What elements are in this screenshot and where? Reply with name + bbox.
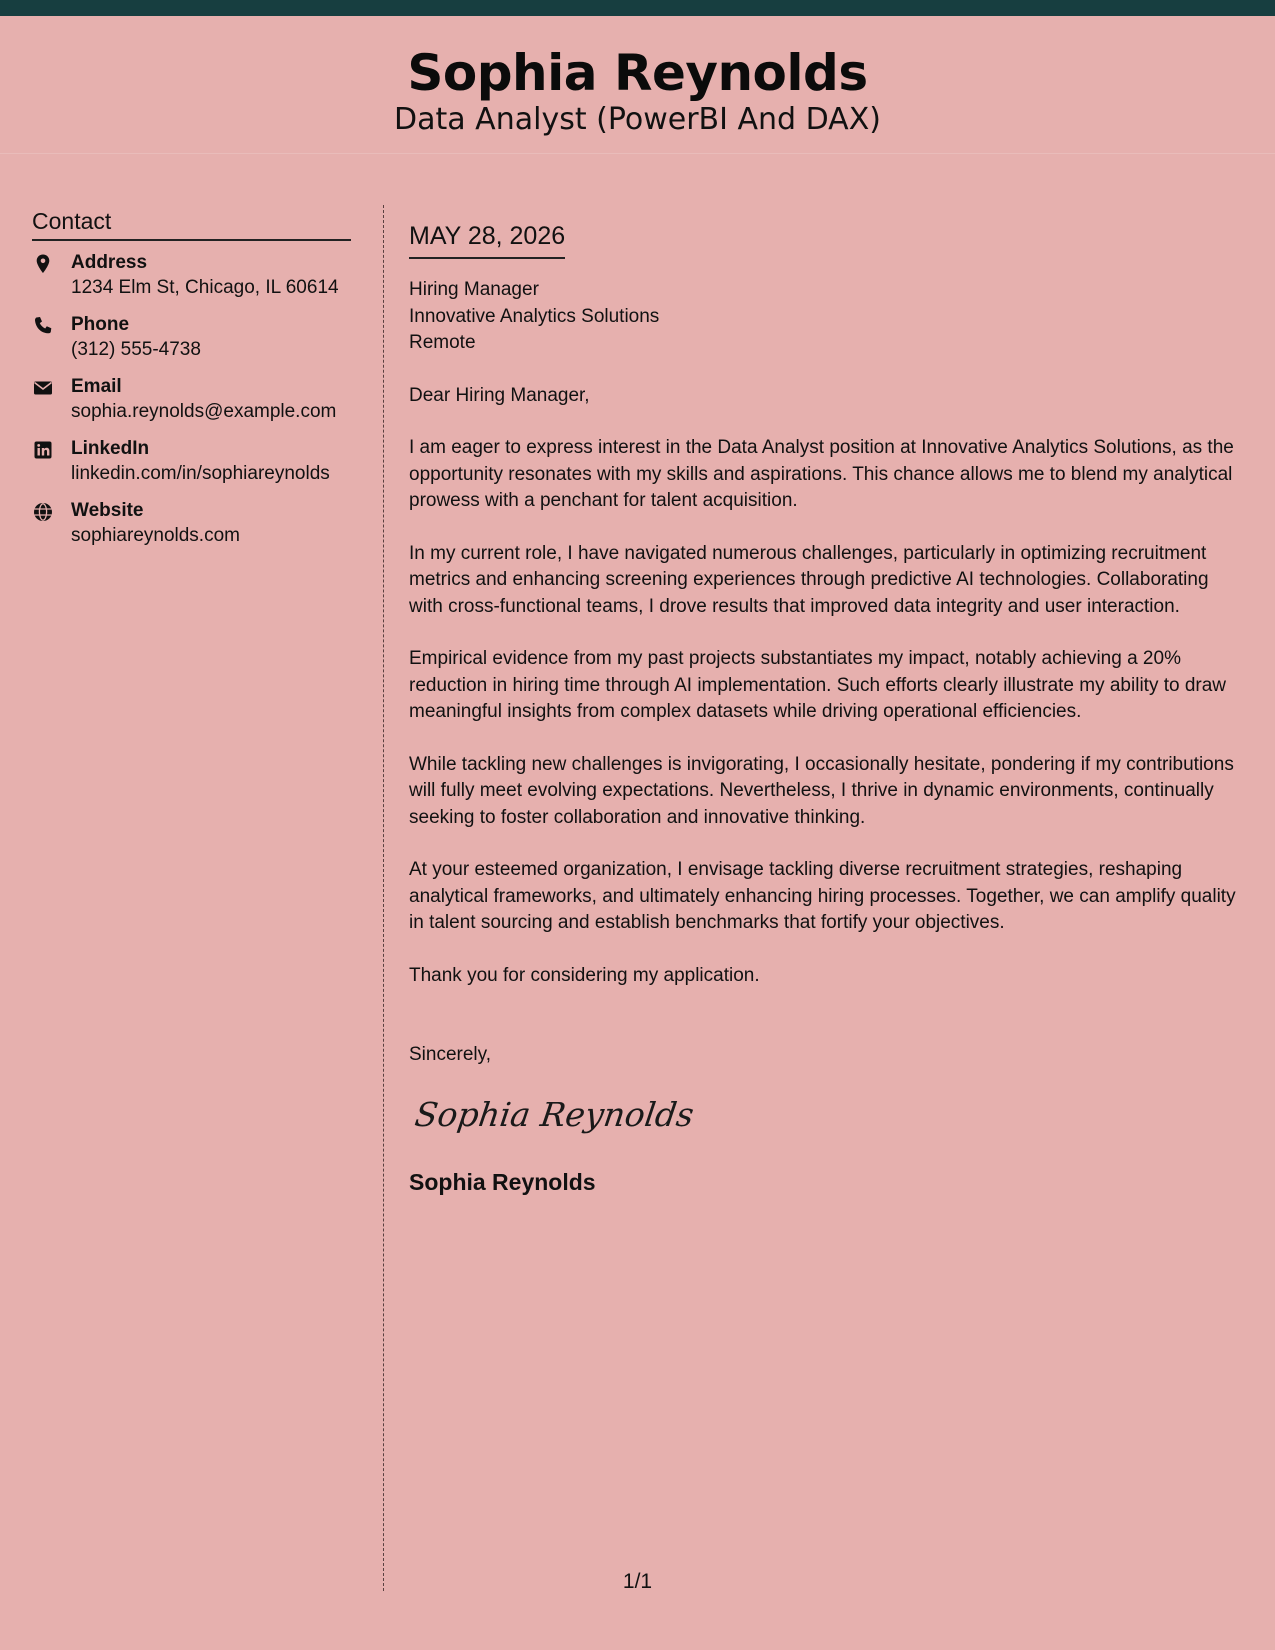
top-accent-bar (0, 0, 1275, 16)
contact-sidebar (32, 205, 351, 561)
contact-linkedin[interactable] (32, 437, 351, 486)
contact-website[interactable] (32, 499, 351, 548)
signature-text: Sophia Reynolds (412, 1095, 697, 1134)
globe-icon (32, 501, 54, 523)
recipient-line: Innovative Analytics Solutions (409, 305, 660, 327)
body-paragraph: Empirical evidence from my past projects substantiates my impact, notably achieving a 20% reduction in hiring time through AI implementation. Such efforts clearly illustrate my ability to draw meaningful insights from complex datasets while driving operational efficiencies. (409, 648, 1227, 722)
handwritten-signature (412, 1088, 1247, 1145)
contact-heading: Contact (32, 205, 351, 241)
letter-date: MAY 28, 2026 (409, 219, 565, 259)
recipient-line: Remote (409, 332, 476, 353)
map-pin-icon (32, 253, 54, 275)
job-title: Data Analyst (PowerBI And DAX) (394, 102, 881, 137)
contact-label: Address (71, 252, 148, 273)
signed-name: Sophia Reynolds (409, 1169, 596, 1195)
linkedin-link[interactable]: linkedin.com/in/sophiareynolds (71, 463, 330, 484)
contact-phone (32, 313, 351, 362)
closing: Sincerely, (409, 1044, 492, 1065)
body-paragraph: At your esteemed organization, I envisage tackling diverse recruitment strategies, reshaping analytical frameworks, and ultimately enhancing hiring processes. Together, we can amplify quality in talent sourcing and establish benchmarks that fortify your objectives. (409, 859, 1236, 933)
body-paragraph: Thank you for considering my application. (409, 964, 760, 986)
body-paragraph: I am eager to express interest in the Data Analyst position at Innovative Analytics Solutions, as the opportunity resonates with my skills and aspirations. This chance allows me to blend my analytical prowess with a penchant for talent acquisition. (409, 437, 1234, 511)
applicant-name: Sophia Reynolds (407, 44, 868, 102)
address-value: 1234 Elm St, Chicago, IL 60614 (71, 277, 339, 298)
website-link[interactable]: sophiareynolds.com (71, 525, 240, 546)
letter-body (409, 219, 1247, 1197)
contact-email[interactable] (32, 375, 351, 424)
contact-label: LinkedIn (71, 438, 150, 459)
email-link[interactable]: sophia.reynolds@example.com (71, 401, 337, 422)
body-paragraph: In my current role, I have navigated numerous challenges, particularly in optimizing recruitment metrics and enhancing screening experiences through predictive AI technologies. Collaborating with cross-functional teams, I drove results that improved data integrity and user interaction. (409, 542, 1209, 617)
contact-address (32, 251, 351, 300)
linkedin-icon (32, 439, 54, 461)
page-number: 1/1 (622, 1570, 653, 1593)
recipient-block (409, 277, 1247, 357)
phone-value: (312) 555-4738 (71, 339, 201, 360)
contact-label: Email (71, 376, 122, 397)
phone-icon (32, 315, 54, 337)
envelope-icon (32, 377, 54, 399)
body-paragraph: While tackling new challenges is invigorating, I occasionally hesitate, pondering if my contributions will fully meet evolving expectations. Nevertheless, I thrive in dynamic environments, continually seeking to foster collaboration and innovative thinking. (409, 753, 1234, 828)
recipient-line: Hiring Manager (409, 279, 539, 300)
page-header (0, 16, 1275, 154)
salutation: Dear Hiring Manager, (409, 384, 590, 406)
contact-label: Website (71, 500, 144, 521)
column-divider (383, 205, 384, 1591)
contact-label: Phone (71, 314, 130, 335)
